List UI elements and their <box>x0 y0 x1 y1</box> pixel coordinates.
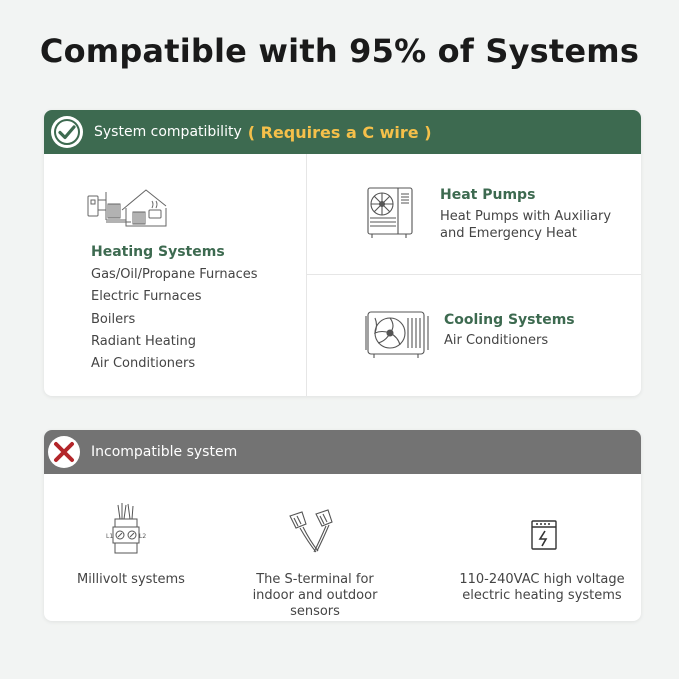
svg-text:L2: L2 <box>139 533 146 540</box>
cross-icon <box>48 436 80 468</box>
cooling-description: Air Conditioners <box>444 333 549 348</box>
heating-item: Radiant Heating <box>91 333 196 349</box>
heat-pump-icon <box>366 186 414 244</box>
heat-pumps-description: Heat Pumps with Auxiliary and Emergency Heat <box>440 209 612 241</box>
incompatible-item: The S-terminal for indoor and outdoor sensors <box>252 572 378 619</box>
incompatible-header-label: Incompatible system <box>91 444 238 460</box>
incompatible-item: 110-240VAC high voltage electric heating systems <box>459 572 625 603</box>
c-wire-note: ( Requires a C wire ) <box>247 122 432 142</box>
electric-heater-icon <box>530 519 558 555</box>
heating-item: Gas/Oil/Propane Furnaces <box>91 267 258 282</box>
heating-systems <box>91 244 258 375</box>
heating-title: Heating Systems <box>91 244 225 260</box>
svg-text:L1: L1 <box>106 533 114 540</box>
page-title: Compatible with 95% of Systems <box>39 32 640 70</box>
ac-unit-icon <box>364 306 430 364</box>
cooling-systems <box>444 312 575 348</box>
heating-item: Air Conditioners <box>91 356 196 372</box>
compatible-header <box>44 110 641 154</box>
compatible-panel <box>44 110 641 396</box>
row-divider <box>307 274 641 275</box>
heat-pumps-title: Heat Pumps <box>440 187 536 203</box>
check-icon <box>51 116 83 148</box>
incompatible-panel <box>44 430 641 621</box>
incompatible-item: Millivolt systems <box>77 572 185 587</box>
heat-pumps <box>440 187 630 242</box>
cooling-title: Cooling Systems <box>444 312 575 328</box>
compatible-header-label: System compatibility <box>94 124 242 140</box>
heating-item: Boilers <box>91 311 136 327</box>
wire-connector-icon <box>288 508 336 558</box>
column-divider <box>306 154 307 396</box>
incompatible-header <box>44 430 641 474</box>
millivolt-terminal-icon <box>106 503 146 559</box>
house-heating-icon <box>86 186 168 232</box>
heating-item: Electric Furnaces <box>91 289 202 305</box>
